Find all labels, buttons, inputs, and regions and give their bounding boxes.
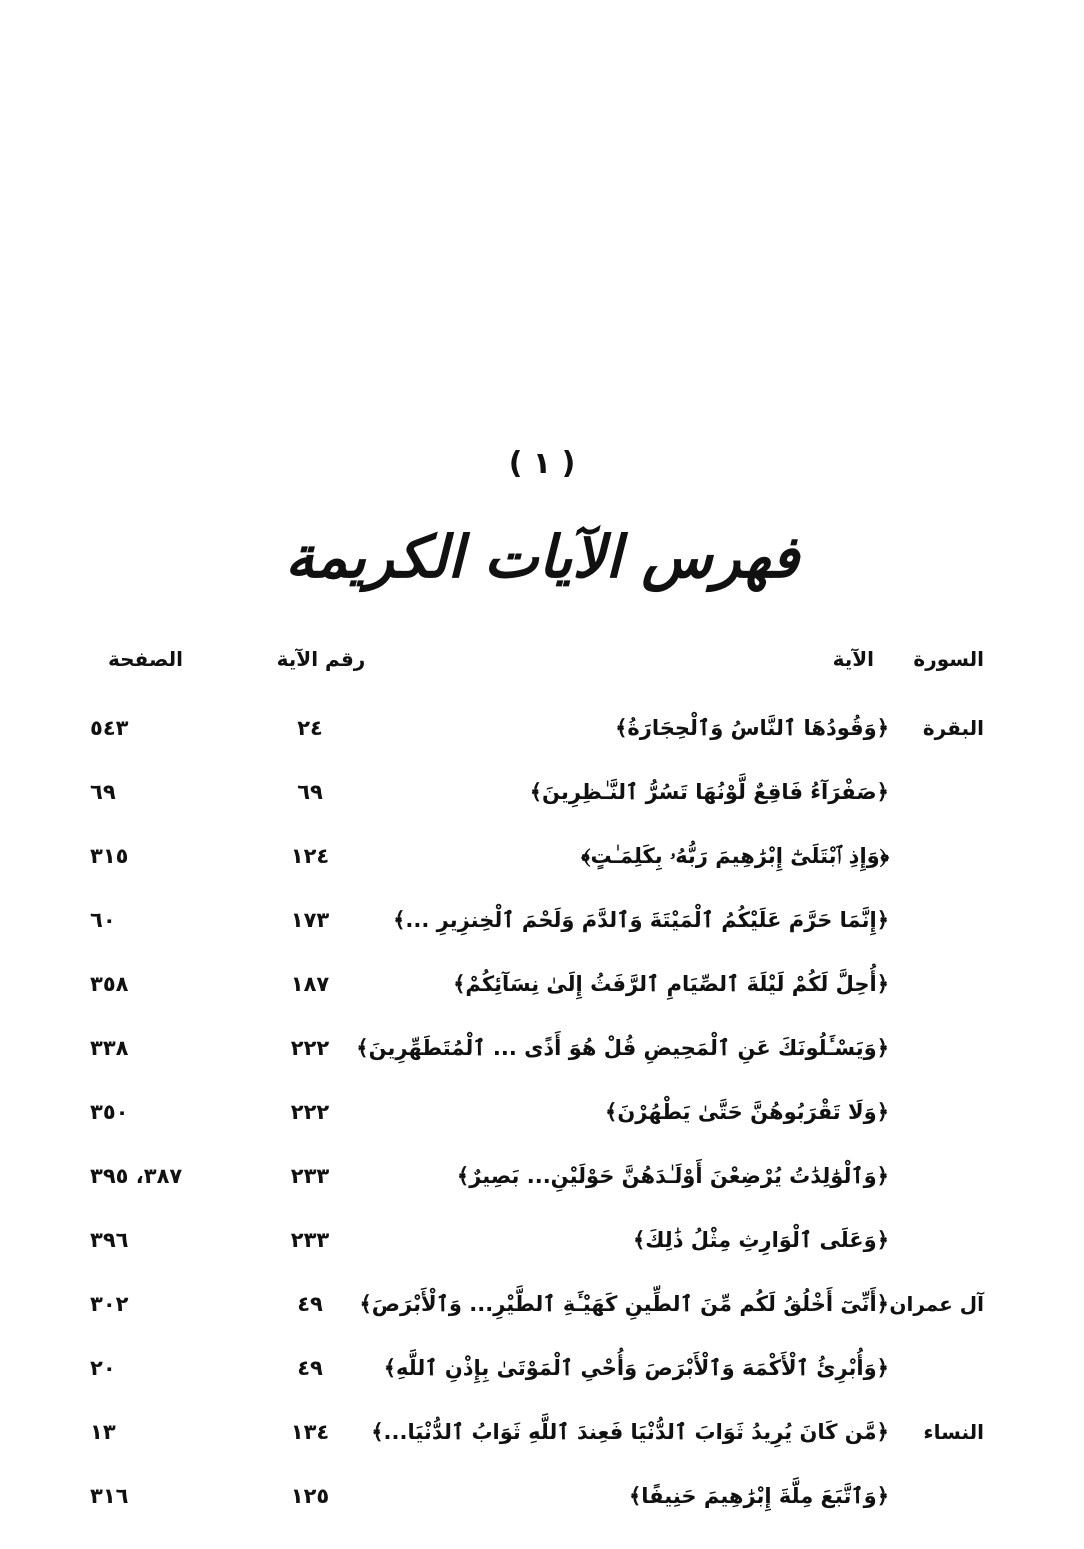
row-ayah-number: ١٧٣ xyxy=(290,908,330,932)
row-surah: النساء xyxy=(923,1420,984,1444)
row-page xyxy=(90,952,230,1016)
row-page-value: ٣٥٨ xyxy=(90,972,129,996)
row-ayah: ﴿وَأُبْرِئُ ٱلْأَكْمَهَ وَٱلْأَبْرَصَ وَأُحْىِ ٱلْمَوْتَىٰ بِإِذْنِ ٱللَّهِ﴾ xyxy=(383,1356,889,1380)
row-page-value: ٣٨٧، ٣٩٥ xyxy=(90,1164,183,1188)
table-row xyxy=(0,1400,1084,1464)
row-page-value: ٦٠ xyxy=(90,908,116,932)
row-page xyxy=(90,1464,230,1528)
row-page-value: ٣١٥ xyxy=(90,844,129,868)
table-row xyxy=(0,1336,1084,1400)
header-ayah: الآية xyxy=(832,647,874,671)
row-page-value: ٣٩٦ xyxy=(90,1228,129,1252)
table-row xyxy=(0,888,1084,952)
row-page xyxy=(90,1016,230,1080)
row-page-value: ٣٥٠ xyxy=(90,1100,129,1124)
verses-index-table xyxy=(0,636,1084,1528)
row-ayah: ﴿أُحِلَّ لَكُمْ لَيْلَةَ ٱلصِّيَامِ ٱلرَّفَثُ إِلَىٰ نِسَآئِكُمْ﴾ xyxy=(453,972,889,996)
table-row xyxy=(0,760,1084,824)
row-page-value: ١٣ xyxy=(90,1420,116,1444)
table-row xyxy=(0,1016,1084,1080)
row-surah xyxy=(904,1080,984,1144)
table-row xyxy=(0,1080,1084,1144)
row-surah xyxy=(904,952,984,1016)
row-ayah: ﴿أَنِّىٓ أَخْلُقُ لَكُم مِّنَ ٱلطِّينِ كَهَيْـَٔةِ ٱلطَّيْرِ... وَٱلْأَبْرَصَ﴾ xyxy=(359,1292,889,1316)
header-page: الصفحة xyxy=(108,647,184,671)
row-ayah: ﴿وَلَا تَقْرَبُوهُنَّ حَتَّىٰ يَطْهُرْنَ﴾ xyxy=(605,1100,889,1124)
row-ayah-number: ١٨٧ xyxy=(290,972,330,996)
row-ayah: ﴿وَإِذِ ٱبْتَلَىٰٓ إِبْرَٰهِيمَ رَبُّهُۥ بِكَلِمَـٰتٍ﴾ xyxy=(581,843,889,868)
row-ayah-number: ٤٩ xyxy=(297,1356,323,1380)
header-ayah-number: رقم الآية xyxy=(276,647,366,671)
row-surah xyxy=(904,1016,984,1080)
table-row xyxy=(0,696,1084,760)
row-page xyxy=(90,1272,230,1336)
table-row xyxy=(0,952,1084,1016)
row-surah xyxy=(904,760,984,824)
row-ayah-number: ١٢٤ xyxy=(290,844,330,868)
row-page-value: ٢٠ xyxy=(90,1356,116,1380)
row-page-value: ٣٣٨ xyxy=(90,1036,129,1060)
row-ayah-number: ١٣٤ xyxy=(290,1420,330,1444)
row-page xyxy=(90,1208,230,1272)
row-ayah-number: ٢٢٢ xyxy=(290,1036,330,1060)
row-page xyxy=(90,1336,230,1400)
row-ayah: ﴿إِنَّمَا حَرَّمَ عَلَيْكُمُ ٱلْمَيْتَةَ وَٱلدَّمَ وَلَحْمَ ٱلْخِنزِيرِ ...﴾ xyxy=(393,908,889,932)
section-number: ( ١ ) xyxy=(508,446,576,481)
row-surah: البقرة xyxy=(922,716,984,740)
row-page xyxy=(90,1400,230,1464)
row-page xyxy=(90,824,230,888)
row-ayah: ﴿وَٱتَّبَعَ مِلَّةَ إِبْرَٰهِيمَ حَنِيفًا﴾ xyxy=(628,1484,889,1508)
header-surah: السورة xyxy=(913,647,984,671)
row-page-value: ٣١٦ xyxy=(90,1484,129,1508)
row-ayah: ﴿وَٱلْوَٰلِدَٰتُ يُرْضِعْنَ أَوْلَـٰدَهُنَّ حَوْلَيْنِ... بَصِيرٌ﴾ xyxy=(456,1164,889,1188)
row-surah xyxy=(904,1208,984,1272)
row-page-value: ٥٤٣ xyxy=(90,716,129,740)
row-ayah-number: ٢٣٣ xyxy=(290,1228,330,1252)
table-header xyxy=(0,636,1084,682)
row-ayah-number: ٦٩ xyxy=(297,780,323,804)
row-ayah-number: ١٢٥ xyxy=(290,1484,330,1508)
row-surah xyxy=(904,824,984,888)
row-ayah: ﴿وَيَسْـَٔلُونَكَ عَنِ ٱلْمَحِيضِ قُلْ هُوَ أَذًى ... ٱلْمُتَطَهِّرِينَ﴾ xyxy=(356,1036,889,1060)
row-ayah: ﴿وَعَلَى ٱلْوَارِثِ مِثْلُ ذَٰلِكَ﴾ xyxy=(632,1228,889,1252)
row-page xyxy=(90,888,230,952)
row-page-value: ٦٩ xyxy=(90,780,116,804)
row-ayah-number: ٢٤ xyxy=(297,716,323,740)
row-page-value: ٣٠٢ xyxy=(90,1292,129,1316)
table-row xyxy=(0,1272,1084,1336)
table-row xyxy=(0,1144,1084,1208)
row-ayah: ﴿صَفْرَآءُ فَاقِعٌ لَّوْنُهَا تَسُرُّ ٱلنَّـٰظِرِينَ﴾ xyxy=(529,780,889,804)
row-page xyxy=(90,1080,230,1144)
row-ayah: ﴿مَّن كَانَ يُرِيدُ ثَوَابَ ٱلدُّنْيَا فَعِندَ ٱللَّهِ ثَوَابُ ٱلدُّنْيَا...﴾ xyxy=(371,1420,889,1444)
row-surah xyxy=(904,888,984,952)
row-ayah-number: ٢٣٣ xyxy=(290,1164,330,1188)
row-page xyxy=(90,696,230,760)
table-row xyxy=(0,1464,1084,1528)
page-title: فهرس الآيات الكريمة xyxy=(285,523,799,591)
row-page xyxy=(90,760,230,824)
row-page xyxy=(90,1144,230,1208)
row-surah xyxy=(904,1144,984,1208)
table-row xyxy=(0,824,1084,888)
row-ayah-number: ٢٢٢ xyxy=(290,1100,330,1124)
row-ayah: ﴿وَقُودُهَا ٱلنَّاسُ وَٱلْحِجَارَةُ﴾ xyxy=(615,716,889,740)
row-ayah-number: ٤٩ xyxy=(297,1292,323,1316)
row-surah xyxy=(904,1464,984,1528)
row-surah: آل عمران xyxy=(889,1292,984,1316)
table-row xyxy=(0,1208,1084,1272)
row-surah xyxy=(904,1336,984,1400)
